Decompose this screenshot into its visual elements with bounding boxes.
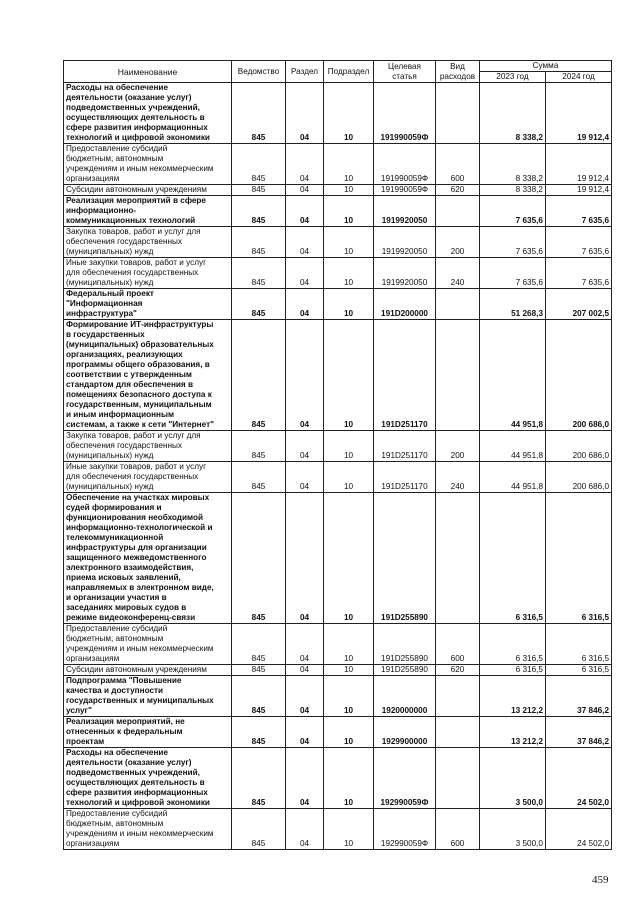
row-target-cell: 191990059Ф bbox=[374, 83, 436, 144]
row-expense-type-cell bbox=[436, 717, 480, 748]
row-department-cell: 845 bbox=[232, 83, 286, 144]
header-name: Наименование bbox=[64, 61, 232, 83]
row-target-cell: 191D251170 bbox=[374, 462, 436, 493]
row-department-cell: 845 bbox=[232, 493, 286, 624]
header-subsection: Подраздел bbox=[324, 61, 374, 83]
row-name-cell: Предоставление субсидий бюджетным, автономным учреждениям и иным некоммерческим организациям bbox=[64, 624, 232, 665]
table-row bbox=[64, 676, 612, 717]
row-sum-2024-cell: 19 912,4 bbox=[546, 144, 612, 185]
row-name-cell: Расходы на обеспечение деятельности (оказание услуг) подведомственных учреждений, осуществляющих деятельность в сфере развития информационных технологий и цифровой экономики bbox=[64, 748, 232, 809]
row-subsection-cell: 10 bbox=[324, 748, 374, 809]
row-sum-2024-cell: 7 635,6 bbox=[546, 227, 612, 258]
header-2024: 2024 год bbox=[546, 72, 612, 83]
row-expense-type-cell bbox=[436, 196, 480, 227]
row-department-cell: 845 bbox=[232, 809, 286, 850]
row-sum-2023-cell: 6 316,5 bbox=[480, 493, 546, 624]
row-target-cell: 191990059Ф bbox=[374, 144, 436, 185]
row-sum-2024-cell: 24 502,0 bbox=[546, 809, 612, 850]
row-name-cell: Подпрограмма "Повышение качества и доступности государственных и муниципальных услуг" bbox=[64, 676, 232, 717]
row-name-cell: Формирование ИТ-инфраструктуры в государственных (муниципальных) образовательных организациях, реализующих программы общего образования, в соответствии с утвержденным стандартом для обеспечения в помещениях безопасного доступа к государственным, муниципальным и иным информационным системам, а также к сети "Интернет" bbox=[64, 320, 232, 431]
row-target-cell: 192990059Ф bbox=[374, 748, 436, 809]
row-target-cell: 1919920050 bbox=[374, 227, 436, 258]
row-expense-type-cell bbox=[436, 83, 480, 144]
row-subsection-cell: 10 bbox=[324, 431, 374, 462]
row-subsection-cell: 10 bbox=[324, 83, 374, 144]
row-section-cell: 04 bbox=[286, 748, 324, 809]
row-target-cell: 1919920050 bbox=[374, 196, 436, 227]
row-sum-2024-cell: 37 846,2 bbox=[546, 717, 612, 748]
header-department: Ведомство bbox=[232, 61, 286, 83]
header-target: Целевая статья bbox=[374, 61, 436, 83]
row-section-cell: 04 bbox=[286, 624, 324, 665]
row-subsection-cell: 10 bbox=[324, 462, 374, 493]
row-name-cell: Расходы на обеспечение деятельности (оказание услуг) подведомственных учреждений, осуществляющих деятельность в сфере развития информационных технологий и цифровой экономики bbox=[64, 83, 232, 144]
row-target-cell: 191D255890 bbox=[374, 665, 436, 676]
table-row bbox=[64, 462, 612, 493]
row-expense-type-cell bbox=[436, 493, 480, 624]
row-target-cell: 191D200000 bbox=[374, 289, 436, 320]
row-sum-2023-cell: 3 500,0 bbox=[480, 809, 546, 850]
table-body bbox=[64, 83, 612, 850]
row-subsection-cell: 10 bbox=[324, 809, 374, 850]
row-sum-2024-cell: 24 502,0 bbox=[546, 748, 612, 809]
row-name-cell: Иные закупки товаров, работ и услуг для обеспечения государственных (муниципальных) нужд bbox=[64, 258, 232, 289]
row-sum-2024-cell: 200 686,0 bbox=[546, 462, 612, 493]
row-section-cell: 04 bbox=[286, 289, 324, 320]
row-department-cell: 845 bbox=[232, 748, 286, 809]
row-sum-2023-cell: 6 316,5 bbox=[480, 624, 546, 665]
row-section-cell: 04 bbox=[286, 431, 324, 462]
row-sum-2024-cell: 19 912,4 bbox=[546, 83, 612, 144]
row-department-cell: 845 bbox=[232, 665, 286, 676]
row-section-cell: 04 bbox=[286, 809, 324, 850]
row-expense-type-cell: 200 bbox=[436, 431, 480, 462]
row-section-cell: 04 bbox=[286, 717, 324, 748]
row-sum-2024-cell: 19 912,4 bbox=[546, 185, 612, 196]
row-expense-type-cell: 600 bbox=[436, 809, 480, 850]
row-sum-2024-cell: 207 002,5 bbox=[546, 289, 612, 320]
table-row bbox=[64, 431, 612, 462]
row-name-cell: Иные закупки товаров, работ и услуг для обеспечения государственных (муниципальных) нужд bbox=[64, 462, 232, 493]
table-row bbox=[64, 289, 612, 320]
row-section-cell: 04 bbox=[286, 493, 324, 624]
header-sum: Сумма bbox=[480, 61, 612, 72]
row-target-cell: 1920000000 bbox=[374, 676, 436, 717]
row-name-cell: Предоставление субсидий бюджетным, автономным учреждениям и иным некоммерческим организациям bbox=[64, 144, 232, 185]
row-sum-2024-cell: 6 316,5 bbox=[546, 624, 612, 665]
table-row bbox=[64, 717, 612, 748]
row-target-cell: 1919920050 bbox=[374, 258, 436, 289]
row-sum-2024-cell: 6 316,5 bbox=[546, 493, 612, 624]
row-subsection-cell: 10 bbox=[324, 676, 374, 717]
table-row bbox=[64, 196, 612, 227]
row-subsection-cell: 10 bbox=[324, 144, 374, 185]
row-sum-2024-cell: 7 635,6 bbox=[546, 196, 612, 227]
row-sum-2024-cell: 7 635,6 bbox=[546, 258, 612, 289]
row-expense-type-cell bbox=[436, 676, 480, 717]
row-department-cell: 845 bbox=[232, 676, 286, 717]
row-subsection-cell: 10 bbox=[324, 196, 374, 227]
row-name-cell: Реализация мероприятий в сфере информационно- коммуникационных технологий bbox=[64, 196, 232, 227]
row-section-cell: 04 bbox=[286, 676, 324, 717]
row-sum-2023-cell: 6 316,5 bbox=[480, 665, 546, 676]
row-department-cell: 845 bbox=[232, 196, 286, 227]
row-name-cell: Федеральный проект "Информационная инфраструктура" bbox=[64, 289, 232, 320]
row-sum-2023-cell: 7 635,6 bbox=[480, 196, 546, 227]
row-name-cell: Закупка товаров, работ и услуг для обеспечения государственных (муниципальных) нужд bbox=[64, 227, 232, 258]
row-sum-2023-cell: 44 951,8 bbox=[480, 320, 546, 431]
row-sum-2023-cell: 7 635,6 bbox=[480, 258, 546, 289]
row-subsection-cell: 10 bbox=[324, 258, 374, 289]
row-subsection-cell: 10 bbox=[324, 289, 374, 320]
row-department-cell: 845 bbox=[232, 624, 286, 665]
table-row bbox=[64, 665, 612, 676]
row-department-cell: 845 bbox=[232, 431, 286, 462]
row-subsection-cell: 10 bbox=[324, 624, 374, 665]
table-row bbox=[64, 144, 612, 185]
row-sum-2023-cell: 7 635,6 bbox=[480, 227, 546, 258]
row-sum-2023-cell: 44 951,8 bbox=[480, 431, 546, 462]
row-target-cell: 191D251170 bbox=[374, 431, 436, 462]
row-section-cell: 04 bbox=[286, 462, 324, 493]
row-department-cell: 845 bbox=[232, 462, 286, 493]
row-sum-2024-cell: 200 686,0 bbox=[546, 431, 612, 462]
row-section-cell: 04 bbox=[286, 144, 324, 185]
row-sum-2023-cell: 13 212,2 bbox=[480, 676, 546, 717]
row-subsection-cell: 10 bbox=[324, 493, 374, 624]
row-subsection-cell: 10 bbox=[324, 665, 374, 676]
row-subsection-cell: 10 bbox=[324, 227, 374, 258]
row-department-cell: 845 bbox=[232, 320, 286, 431]
table-row bbox=[64, 320, 612, 431]
table-row bbox=[64, 493, 612, 624]
row-section-cell: 04 bbox=[286, 665, 324, 676]
row-department-cell: 845 bbox=[232, 258, 286, 289]
row-department-cell: 845 bbox=[232, 185, 286, 196]
table-row bbox=[64, 83, 612, 144]
row-expense-type-cell bbox=[436, 748, 480, 809]
header-expense-type: Вид расходов bbox=[436, 61, 480, 83]
row-expense-type-cell: 600 bbox=[436, 144, 480, 185]
row-name-cell: Предоставление субсидий бюджетным, автономным учреждениям и иным некоммерческим организациям bbox=[64, 809, 232, 850]
row-target-cell: 191D255890 bbox=[374, 493, 436, 624]
row-sum-2024-cell: 200 686,0 bbox=[546, 320, 612, 431]
row-sum-2023-cell: 8 338,2 bbox=[480, 144, 546, 185]
table-row bbox=[64, 809, 612, 850]
row-department-cell: 845 bbox=[232, 717, 286, 748]
row-expense-type-cell: 620 bbox=[436, 185, 480, 196]
row-section-cell: 04 bbox=[286, 227, 324, 258]
row-expense-type-cell: 240 bbox=[436, 258, 480, 289]
row-expense-type-cell bbox=[436, 289, 480, 320]
table-row bbox=[64, 185, 612, 196]
row-section-cell: 04 bbox=[286, 185, 324, 196]
row-section-cell: 04 bbox=[286, 258, 324, 289]
table-row bbox=[64, 227, 612, 258]
row-expense-type-cell: 200 bbox=[436, 227, 480, 258]
row-section-cell: 04 bbox=[286, 196, 324, 227]
row-expense-type-cell: 620 bbox=[436, 665, 480, 676]
row-sum-2023-cell: 44 951,8 bbox=[480, 462, 546, 493]
row-target-cell: 191D251170 bbox=[374, 320, 436, 431]
row-department-cell: 845 bbox=[232, 227, 286, 258]
row-sum-2024-cell: 6 316,5 bbox=[546, 665, 612, 676]
row-target-cell: 192990059Ф bbox=[374, 809, 436, 850]
row-name-cell: Закупка товаров, работ и услуг для обеспечения государственных (муниципальных) нужд bbox=[64, 431, 232, 462]
row-name-cell: Реализация мероприятий, не отнесенных к федеральным проектам bbox=[64, 717, 232, 748]
row-name-cell: Обеспечение на участках мировых судей формирования и функционирования необходимой информационно-технологической и телекоммуникационной инфраструктуры для организации защищенного межведомственного электронного взаимодействия, приема исковых заявлений, направляемых в электронном виде, и организации участия в заседаниях мировых судов в режиме видеоконференц-связи bbox=[64, 493, 232, 624]
row-section-cell: 04 bbox=[286, 320, 324, 431]
table-row bbox=[64, 624, 612, 665]
row-subsection-cell: 10 bbox=[324, 185, 374, 196]
row-name-cell: Субсидии автономным учреждениям bbox=[64, 185, 232, 196]
row-sum-2023-cell: 3 500,0 bbox=[480, 748, 546, 809]
row-sum-2023-cell: 13 212,2 bbox=[480, 717, 546, 748]
header-2023: 2023 год bbox=[480, 72, 546, 83]
row-target-cell: 191D255890 bbox=[374, 624, 436, 665]
row-department-cell: 845 bbox=[232, 289, 286, 320]
row-subsection-cell: 10 bbox=[324, 717, 374, 748]
budget-table bbox=[63, 60, 612, 850]
row-name-cell: Субсидии автономным учреждениям bbox=[64, 665, 232, 676]
row-section-cell: 04 bbox=[286, 83, 324, 144]
header-section: Раздел bbox=[286, 61, 324, 83]
row-department-cell: 845 bbox=[232, 144, 286, 185]
row-subsection-cell: 10 bbox=[324, 320, 374, 431]
table-row bbox=[64, 258, 612, 289]
row-sum-2023-cell: 8 338,2 bbox=[480, 83, 546, 144]
row-sum-2024-cell: 37 846,2 bbox=[546, 676, 612, 717]
row-expense-type-cell: 600 bbox=[436, 624, 480, 665]
row-sum-2023-cell: 51 268,3 bbox=[480, 289, 546, 320]
table-row bbox=[64, 748, 612, 809]
page-number: 459 bbox=[592, 874, 609, 886]
row-sum-2023-cell: 8 338,2 bbox=[480, 185, 546, 196]
row-expense-type-cell bbox=[436, 320, 480, 431]
row-target-cell: 1929900000 bbox=[374, 717, 436, 748]
row-target-cell: 191990059Ф bbox=[374, 185, 436, 196]
row-expense-type-cell: 240 bbox=[436, 462, 480, 493]
